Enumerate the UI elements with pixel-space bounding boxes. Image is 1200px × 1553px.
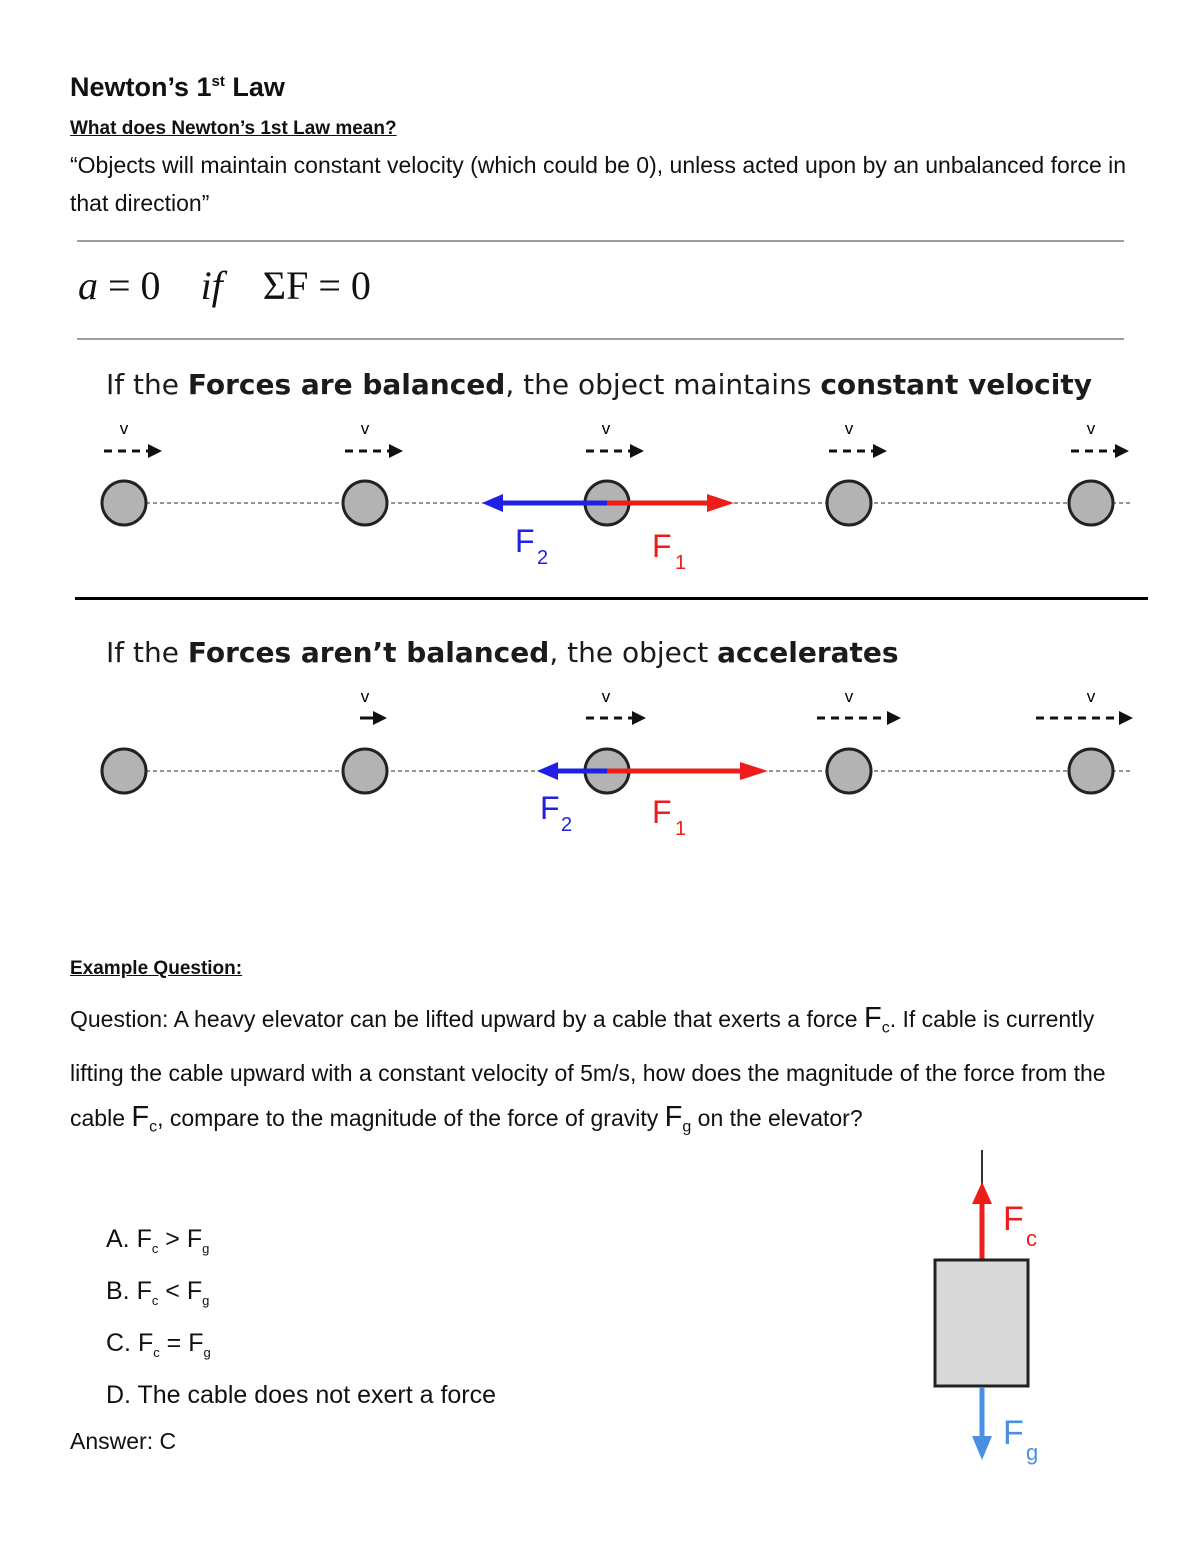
law-formula: a = 0 if ΣF = 0 — [78, 263, 371, 308]
force-label-fg — [1003, 1414, 1038, 1465]
svg-text:v: v — [360, 687, 370, 706]
svg-text:F: F — [1003, 1414, 1024, 1452]
svg-text:v: v — [844, 687, 854, 706]
meaning-heading: What does Newton’s 1st Law mean? — [70, 118, 397, 139]
unbalanced-velocity-markers — [360, 687, 1133, 725]
svg-text:1: 1 — [675, 552, 687, 574]
svg-text:v: v — [1086, 419, 1096, 438]
svg-text:v: v — [601, 687, 611, 706]
ball — [1069, 749, 1113, 793]
velocity-arrow — [586, 419, 644, 458]
svg-text:v: v — [119, 419, 129, 438]
velocity-arrow — [345, 419, 403, 458]
force-label-fc — [1003, 1200, 1037, 1251]
unbalanced-heading: If the Forces aren’t balanced, the object accelerates — [106, 636, 899, 669]
ball — [102, 481, 146, 525]
svg-text:1: 1 — [675, 818, 687, 840]
svg-text:v: v — [601, 419, 611, 438]
page-title: Newton’s 1st Law — [70, 72, 285, 102]
velocity-arrow — [1036, 687, 1133, 725]
answer-choices — [106, 1218, 496, 1417]
force-label-f1 — [652, 794, 686, 840]
choice-d: D. The cable does not exert a force — [106, 1381, 497, 1409]
balanced-heading: If the Forces are balanced, the object maintains constant velocity — [106, 368, 1092, 401]
force-arrow-fc — [972, 1182, 992, 1259]
svg-text:c: c — [1026, 1226, 1037, 1251]
divider-top — [77, 240, 1124, 242]
elevator-box — [935, 1260, 1028, 1386]
elevator-diagram — [900, 1140, 1100, 1480]
force-arrow-fg — [972, 1387, 992, 1460]
svg-text:F: F — [515, 523, 535, 559]
force-label-f2 — [515, 523, 548, 569]
choice-b: B. $F_c < F_g$ — [106, 1277, 210, 1308]
ball — [343, 481, 387, 525]
svg-text:F: F — [540, 790, 560, 826]
ball — [827, 749, 871, 793]
svg-text:F: F — [652, 528, 672, 564]
ball — [102, 749, 146, 793]
velocity-arrow — [829, 419, 887, 458]
divider-bottom — [77, 338, 1124, 340]
ball — [1069, 481, 1113, 525]
svg-text:F: F — [652, 794, 672, 830]
svg-text:v: v — [844, 419, 854, 438]
example-question: Question: A heavy elevator can be lifted upward by a cable that exerts a force $F_c$. If cable is currently lifting the cable upward with a constant velocity of 5m/s, how does the magnitude of the force from the cable $F_c$, compare to the magnitude of the force of gravity $F_g$ on the elevator? — [70, 1002, 1106, 1136]
section-separator — [75, 597, 1148, 600]
velocity-arrow — [1071, 419, 1129, 458]
force-label-f2 — [540, 790, 572, 836]
velocity-arrow — [586, 687, 646, 725]
balanced-velocity-markers — [104, 419, 1129, 458]
example-heading: Example Question: — [70, 958, 243, 979]
velocity-arrow — [104, 419, 162, 458]
balanced-diagram — [0, 410, 1200, 590]
ball — [827, 481, 871, 525]
svg-text:F: F — [1003, 1200, 1024, 1238]
velocity-arrow — [360, 687, 387, 725]
force-label-f1 — [652, 528, 686, 574]
unbalanced-diagram — [0, 678, 1200, 858]
force-arrow-f1 — [607, 762, 768, 780]
answer-text: Answer: C — [70, 1428, 177, 1454]
svg-text:2: 2 — [537, 547, 549, 569]
ball — [343, 749, 387, 793]
svg-text:v: v — [360, 419, 370, 438]
law-definition: “Objects will maintain constant velocity (which could be 0), unless acted upon by an unbalanced force in that direction” — [70, 152, 1127, 216]
velocity-arrow — [817, 687, 901, 725]
svg-text:2: 2 — [561, 814, 573, 836]
svg-text:g: g — [1026, 1440, 1039, 1465]
choice-c: C. $F_c = F_g$ — [106, 1329, 211, 1360]
svg-text:v: v — [1086, 687, 1096, 706]
choice-a: A. $F_c > F_g$ — [106, 1225, 210, 1256]
